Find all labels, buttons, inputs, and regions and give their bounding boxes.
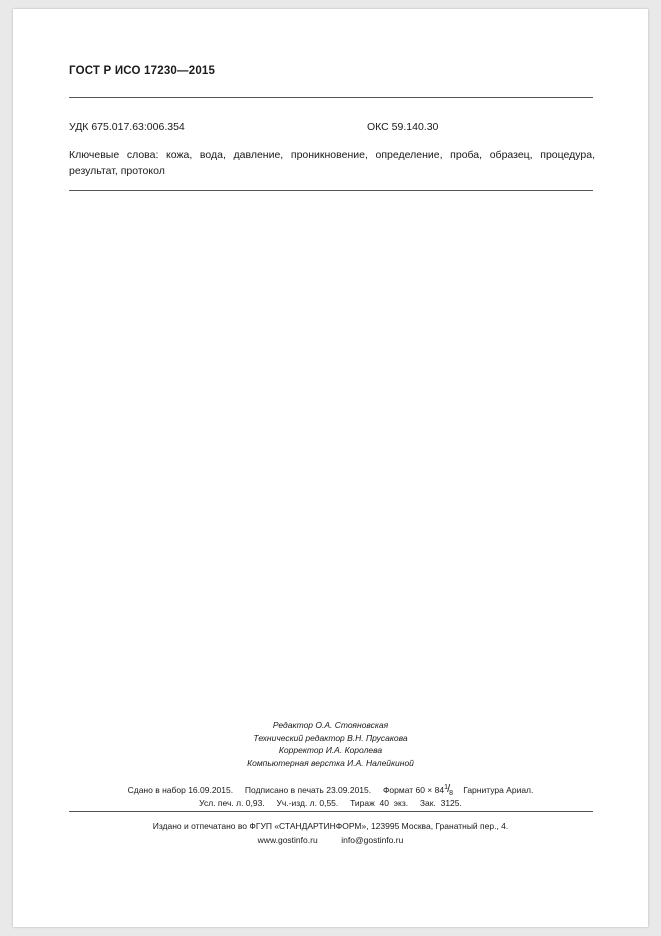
fraction-denominator: 8 — [449, 789, 453, 797]
paper-format: Формат 60 × 84 — [382, 785, 445, 795]
print-info-line-2 — [13, 798, 648, 808]
publisher-email[interactable]: info@gostinfo.ru — [341, 835, 404, 845]
imprint-divider — [69, 811, 593, 812]
typeface: Гарнитура Ариал. — [463, 785, 534, 795]
publisher-website[interactable]: www.gostinfo.ru — [257, 835, 318, 845]
layout-line: Компьютерная верстка И.А. Налейкиной — [247, 757, 414, 768]
header-divider — [69, 97, 593, 98]
corrector-line: Корректор И.А. Королева — [278, 745, 383, 755]
page-content — [13, 9, 648, 927]
publisher-sheets: Уч.-изд. л. 0,55. — [276, 798, 339, 808]
udk-code: УДК 675.017.63:006.354 — [69, 121, 185, 133]
print-run: Тираж 40 экз. — [350, 798, 409, 808]
editor-line: Редактор О.А. Стояновская — [272, 720, 389, 730]
fraction-numerator: 1 — [444, 783, 448, 791]
publisher-block — [13, 820, 648, 847]
document-page — [13, 9, 648, 927]
keywords-divider — [69, 190, 593, 191]
publisher-imprint: Издано и отпечатано во ФГУП «СТАНДАРТИНФОРМ», 123995 Москва, Гранатный пер., 4. — [152, 821, 509, 831]
publisher-contacts — [13, 834, 648, 847]
colophon-block — [13, 719, 648, 769]
standard-designation: ГОСТ Р ИСО 17230—2015 — [69, 65, 216, 77]
print-info-line-1 — [13, 782, 648, 797]
keywords-paragraph: Ключевые слова: кожа, вода, давление, проникновение, определение, проба, образец, процедура, результат, протокол — [69, 149, 595, 177]
order-number: Зак. 3125. — [419, 798, 462, 808]
fraction-slash: / — [447, 782, 451, 795]
technical-editor-line: Технический редактор В.Н. Прусакова — [253, 732, 408, 743]
oks-code: ОКС 59.140.30 — [367, 121, 439, 133]
press-date: Подписано в печать 23.09.2015. — [244, 785, 372, 795]
typeset-date: Сдано в набор 16.09.2015. — [127, 785, 234, 795]
conditional-sheets: Усл. печ. л. 0,93. — [199, 798, 265, 808]
format-fraction — [444, 782, 456, 797]
classification-row — [69, 121, 593, 133]
